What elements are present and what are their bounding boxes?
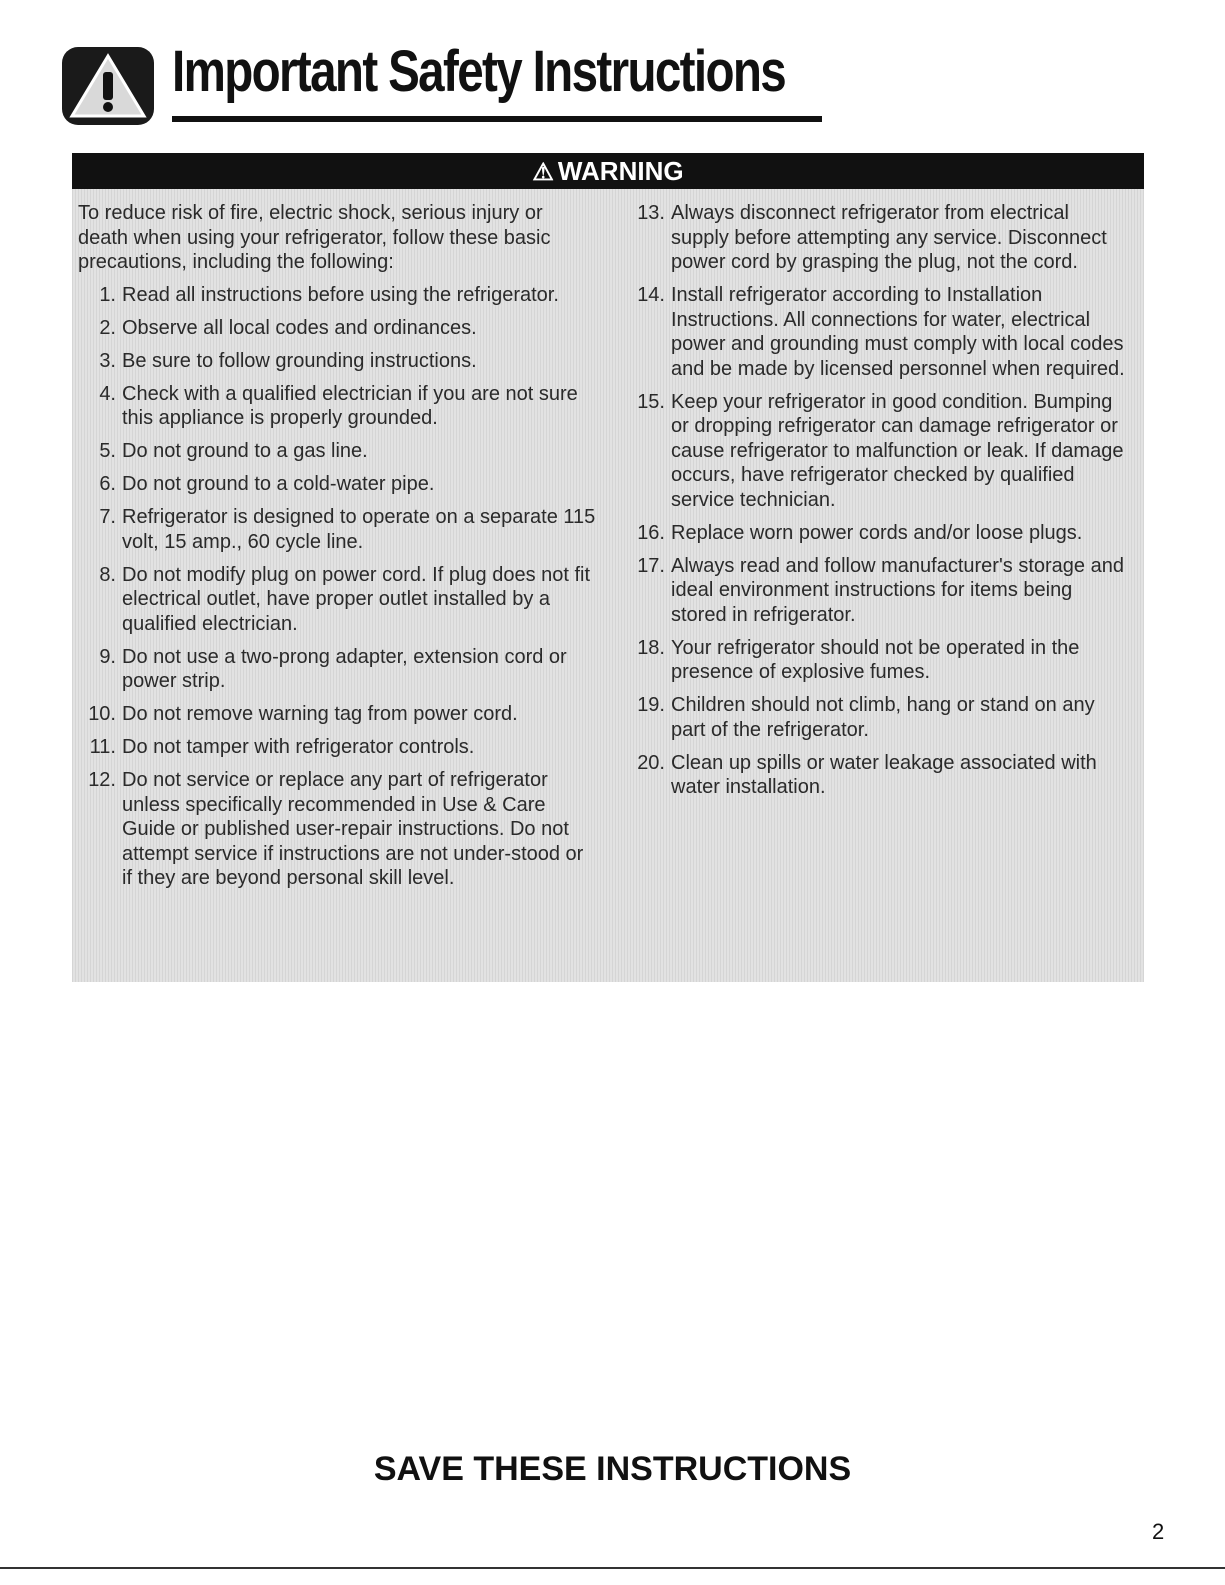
item-text: Children should not climb, hang or stand on any part of the refrigerator. [671,694,1095,741]
item-text: Do not service or replace any part of refrigerator unless specifically recommended in Use & Care Guide or published user-repair instructions. Do not attempt service if instructions are not under-stood or if they are beyond personal skill level. [122,769,584,889]
list-item [627,283,1132,381]
warning-column-left [78,201,598,899]
warning-box [72,153,1144,982]
list-item [78,349,598,374]
list-item [78,768,598,891]
item-number: 12. [88,769,116,791]
item-number: 14. [637,284,665,306]
item-number: 11. [89,736,116,758]
list-item [627,693,1132,742]
list-item [78,382,598,431]
list-item [78,283,598,308]
item-text: Install refrigerator according to Installation Instructions. All connections for water, electrical power and grounding must comply with local codes and be made by licensed personnel when required. [671,284,1125,380]
item-number: 3. [99,349,116,372]
item-text: Do not tamper with refrigerator controls. [122,736,475,758]
item-text: Do not ground to a cold-water pipe. [122,473,435,495]
item-number: 1. [99,283,116,306]
item-text: Do not use a two-prong adapter, extension cord or power strip. [122,645,567,692]
item-number: 2. [99,316,116,339]
item-text: Refrigerator is designed to operate on a separate 115 volt, 15 amp., 60 cycle line. [122,506,596,553]
item-text: Always read and follow manufacturer's storage and ideal environment instructions for items being stored in refrigerator. [671,554,1124,626]
item-number: 13. [637,202,665,224]
list-item [78,563,598,637]
list-item [78,439,598,464]
item-text: Be sure to follow grounding instructions. [122,349,477,372]
page-title: Important Safety Instructions [172,39,786,104]
page-number: 2 [1152,1519,1165,1544]
list-item [627,201,1132,275]
warning-heading: WARNING [557,156,684,186]
item-text: Do not modify plug on power cord. If plug does not fit electrical outlet, have proper outlet installed by a qualified electrician. [122,563,591,635]
item-number: 5. [99,440,116,462]
item-text: Always disconnect refrigerator from electrical supply before attempting any service. Disconnect power cord by grasping the plug, not the cord. [671,202,1107,273]
item-text: Observe all local codes and ordinances. [122,316,477,339]
item-text: Check with a qualified electrician if you are not sure this appliance is properly grounded. [122,382,578,429]
item-number: 20. [637,751,665,774]
item-number: 18. [637,636,665,659]
item-number: 9. [99,645,116,668]
warning-triangle-icon: ⚠ [532,159,554,186]
item-text: Replace worn power cords and/or loose plugs. [671,521,1083,544]
warning-column-right [627,201,1132,808]
item-number: 4. [99,382,116,405]
title-underline [172,116,822,122]
item-number: 19. [637,694,665,716]
list-item [627,521,1132,546]
warning-exclamation-icon [62,47,154,125]
item-number: 6. [99,473,116,495]
warning-intro: To reduce risk of fire, electric shock, serious injury or death when using your refrigerator, follow these basic precautions, including the following: [78,202,551,273]
list-item [78,316,598,341]
list-item [78,505,598,554]
item-text: Do not ground to a gas line. [122,440,368,462]
item-text: Your refrigerator should not be operated in the presence of explosive fumes. [671,636,1080,683]
save-instructions-heading: SAVE THESE INSTRUCTIONS [373,1450,852,1488]
list-item [627,390,1132,513]
list-item [78,472,598,497]
warning-heading-bar [72,153,1144,189]
item-number: 10. [88,703,116,725]
page-header [62,38,822,128]
item-text: Keep your refrigerator in good condition. Bumping or dropping refrigerator can damage refrigerator or cause refrigerator to malfunction or leak. If damage occurs, have refrigerator checked by qualified service technician. [671,390,1124,511]
item-number: 15. [637,390,665,413]
list-item [627,554,1132,628]
item-number: 16. [637,521,665,544]
item-text: Do not remove warning tag from power cord. [122,703,518,725]
list-item [78,702,598,727]
item-number: 7. [99,506,116,528]
item-text: Read all instructions before using the refrigerator. [122,283,559,306]
item-number: 8. [99,563,116,586]
list-item [78,645,598,694]
list-item [627,636,1132,685]
list-item [627,751,1132,800]
item-number: 17. [637,554,665,577]
list-item [78,735,598,760]
bottom-divider [0,1567,1225,1569]
item-text: Clean up spills or water leakage associated with water installation. [671,751,1097,798]
